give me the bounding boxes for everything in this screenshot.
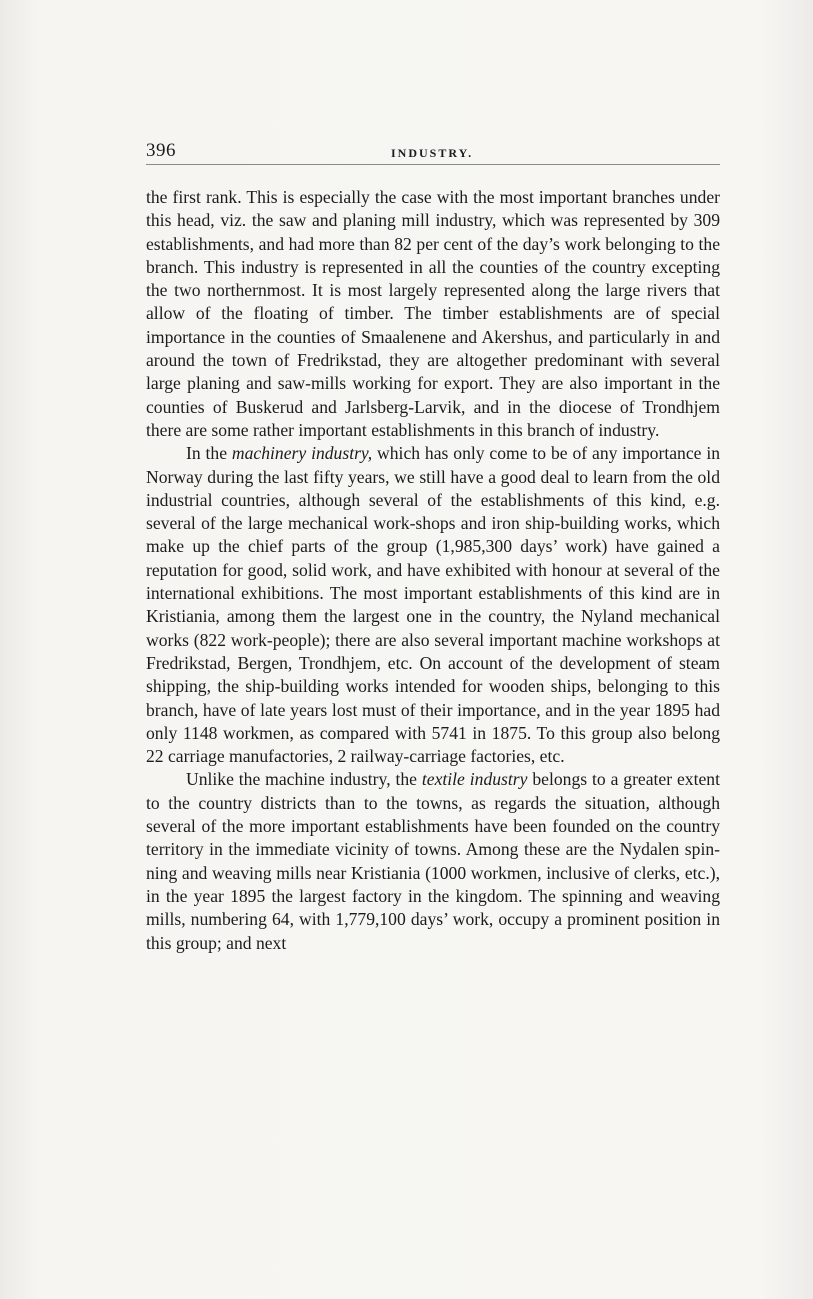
paragraph-text: the first rank. This is especially the case with the most important branches under this head, viz. the saw and planing mill industry, which was represented by 309 establishments, and had more than 82 per cent of the day’s work belonging to the branch. This industry is represented in all the counties of the country excepting the two northernmost. It is most largely represented along the large rivers that allow of the floating of timber. The timber establishments are of special importance in the counties of Smaalenene and Akershus, and particularly in and around the town of Fredrikstad, they are altogether predominant with several large planing and saw-mills working for export. They are also important in the counties of Buskerud and Jarlsberg-Larvik, and in the diocese of Trondhjem there are some rather important establishments in this branch of industry. (146, 187, 720, 440)
paragraph-text-lead: In the (186, 443, 232, 464)
running-head: INDUSTRY. (391, 146, 474, 160)
paragraph-textile-industry (146, 768, 720, 954)
paragraph-machinery-industry (146, 442, 720, 768)
body-text (146, 186, 720, 955)
paragraph-saw-mill-industry (146, 186, 720, 442)
paragraph-text-rest: belongs to a greater extent to the country districts than to the towns, as regards the situation, although several of the more important establishments have been founded on the country territory in the immediate vicinity of towns. Among these are the Nydalen spinning and weaving mills near Kristiania (1000 workmen, inclusive of clerks, etc.), in the year 1895 the largest factory in the kingdom. The spinning and weaving mills, numbering 64, with 1,779,100 days’ work, occupy a prominent position in this group; and next (146, 769, 720, 953)
italic-term-machinery-industry: machinery industry, (231, 443, 373, 464)
header-rule (146, 164, 720, 165)
italic-term-textile-industry: textile industry (421, 769, 528, 790)
paragraph-text-lead: Unlike the machine industry, the (186, 769, 422, 790)
page-header (146, 140, 720, 162)
page-number: 396 (146, 140, 176, 161)
paragraph-text-rest: which has only come to be of any importance in Norway during the last fifty years, we still have a good deal to learn from the old industrial countries, although several of the establishments of this kind, e.g. several of the large mechanical work-shops and iron ship-building works, which make up the chief parts of the group (1,985,300 days’ work) have gained a reputation for good, solid work, and have exhibited with honour at several of the international exhibitions. The most important establishments of this kind are in Kristiania, among them the largest one in the country, the Nyland mechanical works (822 work-people); there are also several important machine workshops at Fredrikstad, Bergen, Trondhjem, etc. On account of the development of steam shipping, the ship-building works intended for wooden ships, belonging to this branch, have of late years lost must of their importance, and in the year 1895 had only 1148 workmen, as compared with 5741 in 1875. To this group also belong 22 carriage manufactories, 2 railway-carriage factories, etc. (146, 443, 720, 767)
